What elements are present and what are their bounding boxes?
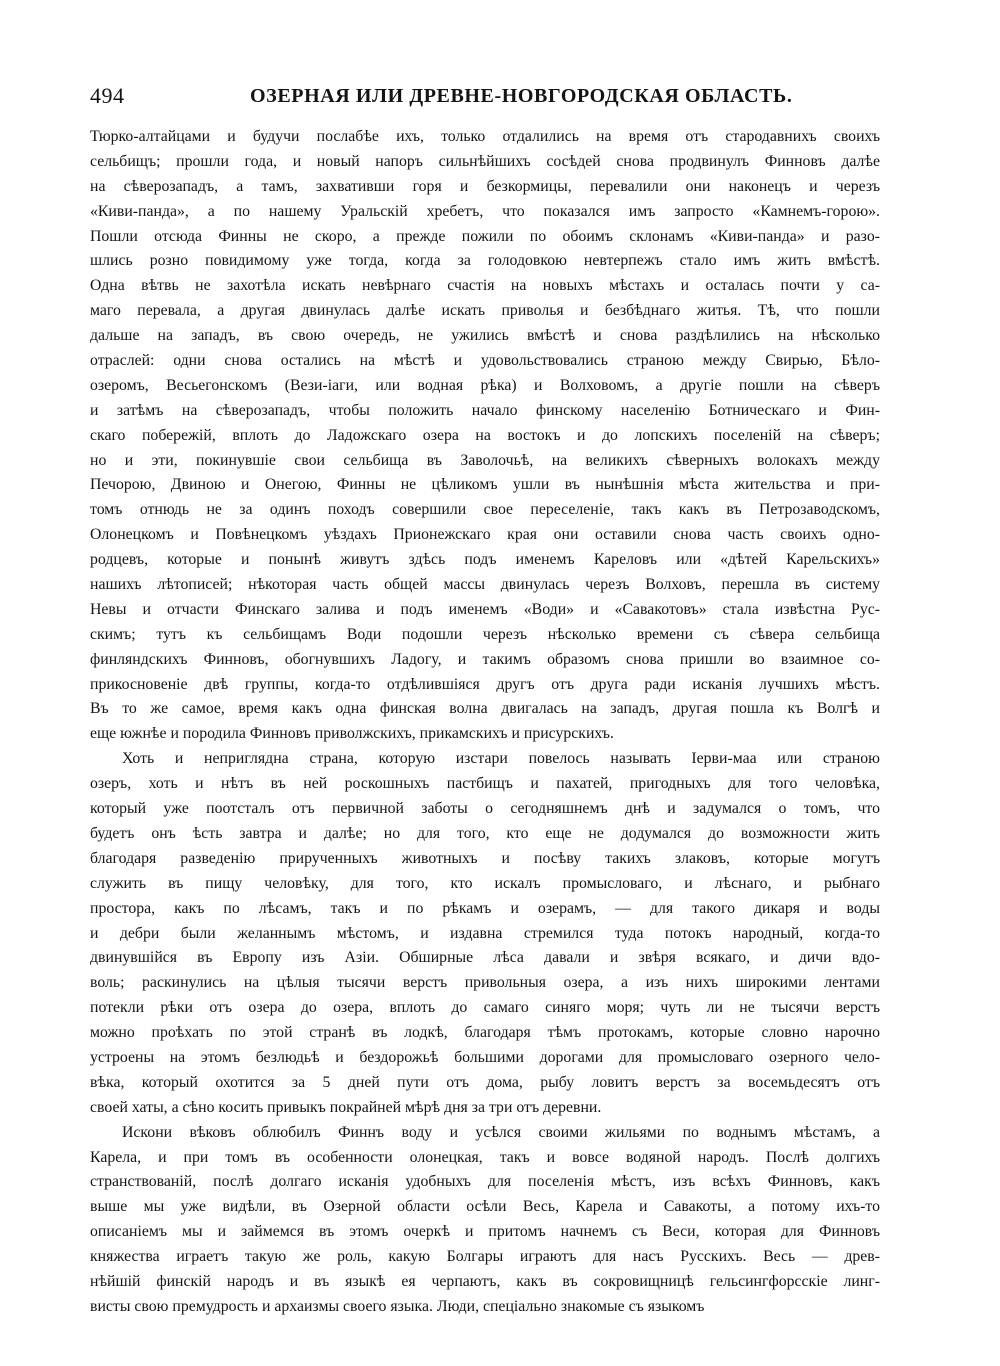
text-line: потекли рѣки отъ озера до озера, вплоть до самаго синяго моря; чуть ли не тысячи верстъ: [90, 999, 880, 1017]
paragraph: [90, 747, 880, 1120]
text-line: но и эти, покинувшіе свои сельбища въ Заволочьѣ, на великихъ сѣверныхъ волокахъ между: [90, 451, 880, 469]
page-number: 494: [90, 83, 125, 108]
text-line: нѣйшій финскій народъ и въ языкѣ ея черпаютъ, какъ въ сокровищницѣ гельсингфорсскіе линг-: [90, 1272, 880, 1290]
text-line: описаніемъ мы и займемся въ этомъ очеркѣ и притомъ начнемъ съ Веси, которая для Финновъ: [90, 1223, 880, 1241]
text-line: Невы и отчасти Финскаго залива и подъ именемъ «Води» и «Савакотовъ» стала извѣстна Рус-: [90, 600, 880, 618]
text-line: на сѣверозападъ, а тамъ, захвативши горя и безкормицы, перевалили они наконецъ и черезъ: [90, 177, 880, 195]
text-line: скимъ; тутъ къ сельбищамъ Води подошли черезъ нѣсколько времени съ сѣвера сельбища: [90, 625, 880, 643]
text-line: прикосновеніе двѣ группы, когда-то отдѣлившіяся другъ отъ друга ради исканія лучшихъ мѣстъ.: [90, 675, 880, 693]
text-line: томъ отнюдь не за одинъ походъ совершили свое переселеніе, такъ какъ въ Петрозаводскомъ,: [90, 501, 880, 519]
text-line: маго перевала, а другая двинулась далѣе искать приволья и безбѣднаго житья. Тѣ, что пошли: [90, 302, 880, 320]
text-line: простора, какъ по лѣсамъ, такъ и по рѣкамъ и озерамъ, — для такого дикаря и воды: [90, 899, 880, 917]
text-line: княжества играетъ такую же роль, какую Болгары играютъ для насъ Русскихъ. Весь — древ-: [90, 1248, 880, 1266]
text-line: Печорою, Двиною и Онегою, Финны не цѣликомъ ушли въ нынѣшнія мѣста жительства и при-: [90, 476, 880, 494]
text-line: «Киви-панда», а по нашему Уральскій хребетъ, что показался имъ запросто «Камнемъ-горою».: [90, 202, 880, 220]
text-line: шлись розно повидимому уже тогда, когда за голодовкою невтерпежъ стало имъ жить вмѣстѣ.: [90, 252, 880, 270]
text-line: Въ то же самое, время какъ одна финская волна двигалась на западъ, другая пошла къ Волгѣ и: [90, 700, 880, 718]
text-line: воль; раскинулись на цѣлыя тысячи верстъ привольныя озера, а изъ нихъ широкими лентами: [90, 974, 880, 992]
text-line: родцевъ, которые и понынѣ живутъ здѣсь подъ именемъ Кареловъ или «дѣтей Карельскихъ»: [90, 551, 880, 569]
text-line: дальше на западъ, въ свою очередь, не ужились вмѣстѣ и снова раздѣлились на нѣсколько: [90, 327, 880, 345]
paragraph: [90, 125, 880, 747]
text-line: можно проѣхать по этой странѣ въ лодкѣ, благодаря тѣмъ протокамъ, которые словно нарочно: [90, 1024, 880, 1042]
text-line: сельбищъ; прошли года, и новый напоръ сильнѣйшихъ сосѣдей снова продвинулъ Финновъ далѣе: [90, 152, 880, 170]
page-header: [90, 80, 880, 112]
text-line: который уже поотсталъ отъ первичной заботы о сегодняшнемъ днѣ и задумался о томъ, что: [90, 800, 880, 818]
text-line: Тюрко-алтайцами и будучи послабѣе ихъ, только отдалились на время отъ стародавнихъ своихъ: [90, 128, 880, 145]
text-line: и дебри были желаннымъ мѣстомъ, и издавна стремился туда потокъ народный, когда-то: [90, 924, 880, 942]
text-line: выше мы уже видѣли, въ Озерной области осѣли Весь, Карела и Савакоты, а потому ихъ-то: [90, 1198, 880, 1216]
text-line: еще южнѣе и породила Финновъ приволжскихъ, прикамскихъ и присурскихъ.: [90, 725, 614, 743]
text-line: Карела, и при томъ въ особенности олонецкая, такъ и вовсе водяной народъ. Послѣ долгихъ: [90, 1148, 880, 1166]
text-line: висты свою премудрость и архаизмы своего языка. Люди, спеціально знакомые съ языкомъ: [90, 1297, 705, 1315]
text-line: устроены на этомъ безлюдьѣ и бездорожьѣ большими дорогами для промысловаго озерного чело-: [90, 1048, 880, 1066]
text-line: финляндскихъ Финновъ, обогнувшихъ Ладогу, и такимъ образомъ снова пришли во взаимное со-: [90, 650, 880, 668]
text-line: Искони вѣковъ облюбилъ Финнъ воду и усѣлся своими жильями по воднымъ мѣстамъ, а: [122, 1123, 880, 1141]
running-title: ОЗЕРНАЯ ИЛИ ДРЕВНЕ-НОВГОРОДСКАЯ ОБЛАСТЬ.: [250, 85, 793, 107]
text-line: озеромъ, Весьегонскомъ (Вези-іаги, или водная рѣка) и Волховомъ, а другіе пошли на сѣверъ: [90, 376, 880, 394]
text-line: и затѣмъ на сѣверозападъ, чтобы положить начало финскому населенію Ботническаго и Фин-: [90, 401, 880, 419]
text-line: отраслей: одни снова остались на мѣстѣ и удовольствовались страною между Свирью, Бѣло-: [90, 352, 880, 370]
text-line: Одна вѣтвь не захотѣла искать невѣрнаго счастія на новыхъ мѣстахъ и осталась почти у са-: [90, 277, 880, 295]
text-line: скаго побережій, вплоть до Ладожскаго озера на востокъ и до лопскихъ поселеній на сѣверъ;: [90, 426, 880, 444]
text-line: благодаря разведенію прирученныхъ животныхъ и посѣву такихъ злаковъ, которые могутъ: [90, 849, 880, 867]
text-line: Пошли отсюда Финны не скоро, а прежде пожили по обоимъ склонамъ «Киви-панда» и разо-: [90, 227, 880, 245]
text-line: своей хаты, а сѣно косить привыкъ покрайней мѣрѣ дня за три отъ деревни.: [90, 1098, 602, 1116]
text-line: будетъ онъ ѣсть завтра и далѣе; но для того, кто еще не додумался до возможности жить: [90, 824, 880, 842]
text-line: озеръ, хоть и нѣтъ въ ней роскошныхъ пастбищъ и пахатей, пригодныхъ для того человѣка,: [90, 775, 880, 793]
text-line: двинувшійся въ Европу изъ Азіи. Обширные лѣса давали и звѣря всякаго, и дичи вдо-: [90, 949, 880, 967]
text-line: Хоть и неприглядна страна, которую изстари повелось называть Іерви-маа или страною: [122, 750, 880, 768]
text-line: служить въ пищу человѣку, для того, кто искалъ промысловаго, и лѣснаго, и рыбнаго: [90, 874, 880, 892]
text-line: вѣка, который охотится за 5 дней пути отъ дома, рыбу ловитъ верстъ за восемьдесятъ отъ: [90, 1073, 880, 1091]
body-text: [90, 125, 880, 1320]
paragraph: [90, 1121, 880, 1320]
text-line: Олонецкомъ и Повѣнецкомъ уѣздахъ Прионежскаго края они оставили снова часть своихъ одно-: [90, 526, 880, 544]
text-line: странствованій, послѣ долгаго исканія удобныхъ для поселенія мѣстъ, изъ всѣхъ Финновъ, какъ: [90, 1173, 880, 1191]
text-line: нашихъ лѣтописей; нѣкоторая часть общей массы двинулась черезъ Волховъ, перешла въ систему: [90, 576, 880, 594]
